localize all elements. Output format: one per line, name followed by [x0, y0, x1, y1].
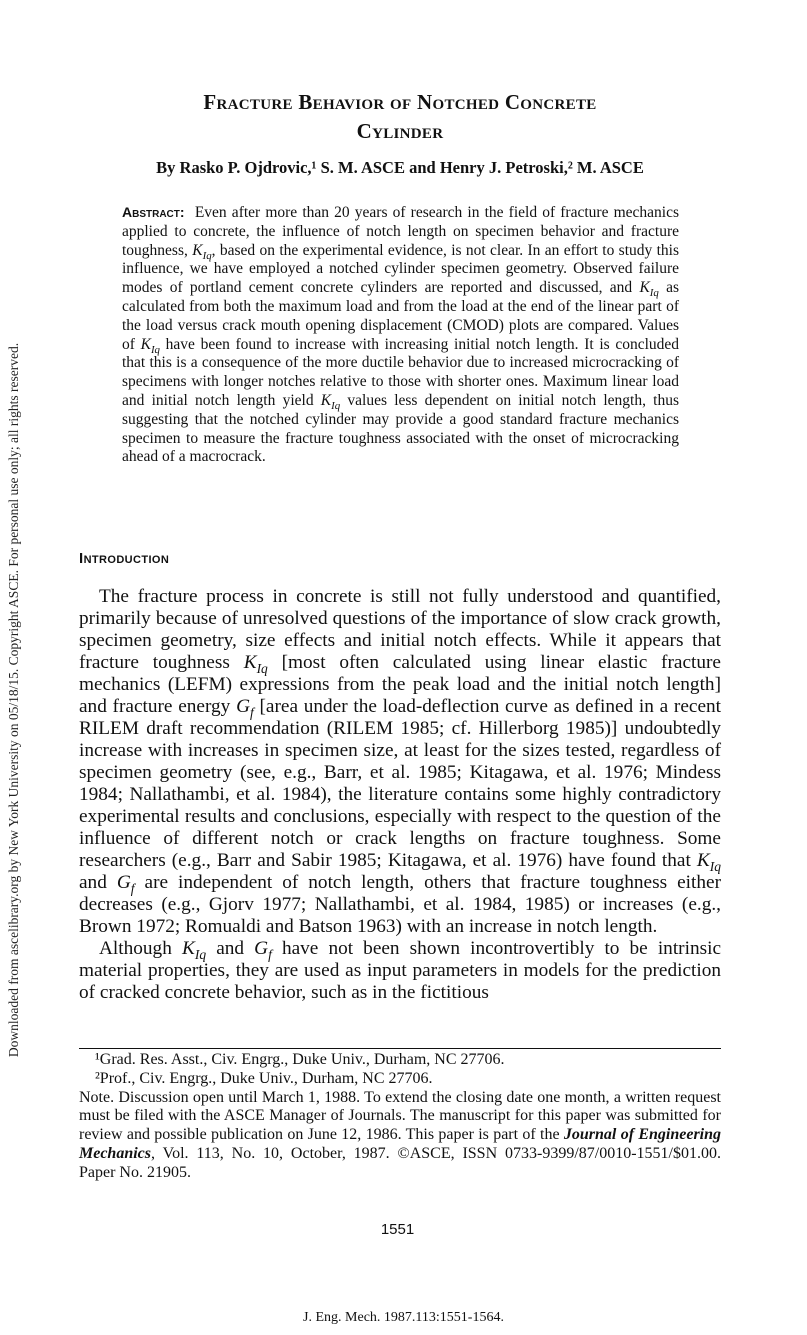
footnote-2: ²Prof., Civ. Engrg., Duke Univ., Durham, NC 27706. [95, 1069, 433, 1087]
download-notice: Downloaded from ascelibrary.org by New York University on 05/18/15. Copyright ASCE. For personal use only; all rights reserved. [6, 342, 21, 1058]
paragraph: The fracture process in concrete is still not fully understood and quantified, primarily because of unresolved questions of the importance of slow crack growth, specimen geometry, size effects and initial notch effects. While it appears that fracture toughness $K_{Iq}$ [most often calculated using linear elastic fracture mechanics (LEFM) expressions from the peak load and the initial notch length] and fracture energy $G_f$ [area under the load-deflection curve as defined in a recent RILEM draft recommendation (RILEM 1985; cf. Hillerborg 1985)] undoubtedly increase with increases in specimen size, at least for the sizes tested, regardless of specimen geometry (see, e.g., Barr, et al. 1985; Kitagawa, et al. 1976; Mindess 1984; Nallathambi, et al. 1984), the literature contains some highly contradictory experimental results and conclusions, especially with respect to the question of the influence of different notch or crack lengths on fracture toughness. Some researchers (e.g., Barr and Sabir 1985; Kitagawa, et al. 1976) have found that $K_{Iq}$ and $G_f$ are independent of notch length, others that fracture toughness either decreases (e.g., Gjorv 1977; Nallathambi, et al. 1984, 1985) or increases (e.g., Brown 1972; Romualdi and Batson 1963) with an increase in notch length. [79, 586, 722, 937]
abstract-text-4: have been found to increase with increasing initial notch length. It is concluded that this is a consequence of the more ductile behavior due to increased microcracking of specimens with longer notches relative to those with shorter ones. Maximum linear load and initial notch length yield [122, 335, 680, 409]
abstract-label: Abstract: [122, 204, 185, 220]
symbol-g-f: $G_f$ [116, 872, 135, 896]
abstract-text-5: values less dependent on initial notch length, thus suggesting that the notched cylinder may provide a good standard fracture mechanics specimen to measure the fracture toughness associated with the onset of microcracking ahead of a macrocrack. [122, 391, 680, 466]
title-line-1: Fracture Behavior of Notched Concrete [203, 90, 597, 114]
symbol-k-iq: $K_{Iq}$ [243, 652, 268, 676]
publication-note: Note. Discussion open until March 1, 1988. To extend the closing date one month, a written request must be filed with the ASCE Manager of Journals. The manuscript for this paper was submitted for review and possible publication on June 12, 1986. This paper is part of the Journal of Engineering Mechanics, Vol. 113, No. 10, October, 1987. ©ASCE, ISSN 0733-9399/87/0010-1551/$01.00. Paper No. 21905. [79, 1088, 722, 1181]
symbol-k-iq: $K_{Iq}$ [140, 335, 160, 356]
page-number: 1551 [380, 1221, 415, 1238]
paper-title [80, 88, 720, 146]
symbol-g-f: $G_f$ [236, 696, 254, 720]
abstract-text-3: as calculated from both the maximum load and from the load at the end of the linear part of the load versus crack mouth opening displacement (CMOD) plots are compared. Values of [122, 279, 679, 353]
author-line: By Rasko P. Ojdrovic,¹ S. M. ASCE and Henry J. Petroski,² M. ASCE [156, 158, 644, 177]
citation-footer: J. Eng. Mech. 1987.113:1551-1564. [303, 1310, 504, 1325]
symbol-k-iq: $K_{Iq}$ [320, 391, 341, 413]
abstract-text-2: , based on the experimental evidence, is not clear. In an effort to study this influence, we have employed a notched cylinder specimen geometry. Observed failure modes of portland cement concrete cylinders are reported and discussed, and [122, 241, 680, 297]
symbol-g-f: $G_f$ [254, 938, 272, 962]
abstract [122, 203, 679, 467]
abstract-text-1: Even after more than 20 years of research in the field of fracture mechanics applied to concrete, the influence of notch length on specimen behavior and fracture toughness, [122, 204, 679, 259]
journal-name: Journal of Engineering Mechanics [79, 1126, 722, 1162]
footnote-1: ¹Grad. Res. Asst., Civ. Engrg., Duke Univ., Durham, NC 27706. [95, 1051, 505, 1068]
section-heading-introduction: Introduction [79, 550, 170, 567]
footnotes [79, 1051, 721, 1183]
footnote-divider [79, 1048, 721, 1049]
paragraph: Although $K_{Iq}$ and $G_f$ have not been shown incontrovertibly to be intrinsic material properties, they are used as input parameters in models for the prediction of cracked concrete behavior, such as in the fictitious [79, 938, 722, 1003]
symbol-k-iq: $K_{Iq}$ [192, 241, 212, 262]
symbol-k-iq: $K_{Iq}$ [696, 850, 721, 874]
title-line-2: Cylinder [356, 119, 444, 143]
introduction-body [79, 586, 721, 1004]
symbol-k-iq: $K_{Iq}$ [639, 279, 659, 300]
symbol-k-iq: $K_{Iq}$ [181, 938, 207, 962]
